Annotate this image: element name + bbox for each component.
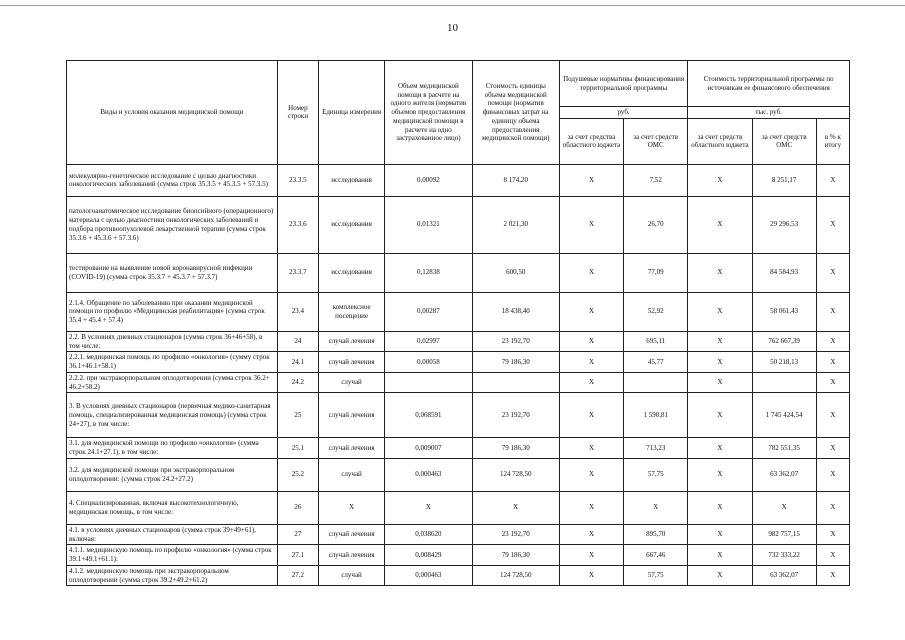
row-unit: исследования — [318, 164, 384, 196]
row-oms: 52,92 — [624, 292, 688, 331]
row-oms: 77,09 — [624, 253, 688, 292]
header-kind: Виды и условия оказания медицинской помощи — [67, 61, 278, 165]
header-per-capita: Подушевые нормативы финансирования территориальной программы — [559, 61, 687, 107]
header-oms: за счет средств ОМС — [624, 118, 688, 164]
row-program-oms: 782 551,35 — [752, 438, 816, 459]
row-name: 4.1. в условиях дневных стационаров (сумма строк 39+49+61), включая: — [67, 524, 278, 545]
row-percent: X — [816, 393, 849, 438]
row-oms: 667,46 — [624, 545, 688, 566]
row-unit: случай — [318, 458, 384, 491]
row-cost — [472, 372, 559, 393]
row-cost: 2 021,30 — [472, 196, 559, 253]
table-row — [67, 491, 850, 524]
table-row — [67, 331, 850, 352]
row-oms: 695,11 — [624, 331, 688, 352]
table-row — [67, 196, 850, 253]
row-program-budget: X — [688, 491, 752, 524]
row-unit: исследования — [318, 253, 384, 292]
table-row — [67, 565, 850, 586]
row-program-oms: 63 362,07 — [752, 565, 816, 586]
row-oms: 713,23 — [624, 438, 688, 459]
row-budget: X — [559, 393, 623, 438]
row-percent: X — [816, 372, 849, 393]
table-row — [67, 352, 850, 373]
table-body — [67, 164, 850, 586]
row-unit: исследования — [318, 196, 384, 253]
row-number: 27 — [277, 524, 318, 545]
row-oms: 26,70 — [624, 196, 688, 253]
row-number: 23.3.7 — [277, 253, 318, 292]
header-cost: Стоимость единицы объема медицинской помощи (норматив финансовых затрат на единицу объема предоставления медицинской помощи) — [472, 61, 559, 165]
header-percent: в % к итогу — [816, 118, 849, 164]
table-row — [67, 253, 850, 292]
row-oms: 895,70 — [624, 524, 688, 545]
row-cost: 79 186,30 — [472, 438, 559, 459]
row-name: тестирование на выявление новой коронавирусной инфекции (COVID-19) (сумма строк 35.3.7 + 45.3.7 + 57.3.7) — [67, 253, 278, 292]
row-program-oms — [752, 372, 816, 393]
row-oms — [624, 372, 688, 393]
row-number: 24.2 — [277, 372, 318, 393]
row-cost: 18 438,40 — [472, 292, 559, 331]
row-name: патологоанатомическое исследование биопсийного (операционного) материала с целью диагностики онкологических заболеваний и подбора противоопухолевой лекарственной терапии (сумма строк 35.3.6 + 45.3.6 + 57.3.6) — [67, 196, 278, 253]
row-percent: X — [816, 164, 849, 196]
row-unit: случай лечения — [318, 524, 384, 545]
row-unit: случай лечения — [318, 438, 384, 459]
row-unit: комплексное посещение — [318, 292, 384, 331]
header-program-cost: Стоимость территориальной программы по источникам ее финансового обеспечения — [688, 61, 850, 107]
row-percent: X — [816, 196, 849, 253]
row-number: 23.3.6 — [277, 196, 318, 253]
row-number: 25.1 — [277, 438, 318, 459]
row-program-oms: 1 745 424,54 — [752, 393, 816, 438]
row-name: 4. Специализированная, включая высокотехнологичную, медицинская помощь, в том числе: — [67, 491, 278, 524]
row-percent: X — [816, 524, 849, 545]
row-program-budget: X — [688, 292, 752, 331]
row-name: 2.1.4. Обращение по заболеванию при оказании медицинской помощи по профилю «Медицинская реабилитация» (сумма строк 35.4 + 45.4 + 57.4) — [67, 292, 278, 331]
top-border-line — [0, 5, 905, 6]
row-number: 24.1 — [277, 352, 318, 373]
page-number: 10 — [447, 22, 458, 34]
table-row — [67, 393, 850, 438]
row-number: 25.2 — [277, 458, 318, 491]
row-cost: 124 728,50 — [472, 458, 559, 491]
header-program-unit: тыс. руб. — [688, 107, 850, 119]
header-budget: за счет средства областного юджета — [559, 118, 623, 164]
table-row — [67, 458, 850, 491]
row-budget: X — [559, 491, 623, 524]
row-volume: 0,02997 — [385, 331, 472, 352]
row-number: 23.4 — [277, 292, 318, 331]
row-program-budget: X — [688, 565, 752, 586]
row-budget: X — [559, 253, 623, 292]
row-number: 27.1 — [277, 545, 318, 566]
row-number: 24 — [277, 331, 318, 352]
row-budget: X — [559, 438, 623, 459]
row-program-oms: 982 757,15 — [752, 524, 816, 545]
row-oms: 57,75 — [624, 458, 688, 491]
row-name: 3.2. для медицинской помощи при экстракорпоральном оплодотворении: (сумма строк 24.2+27.2) — [67, 458, 278, 491]
header-program-oms: за счет средств ОМС — [752, 118, 816, 164]
row-name: молекулярно-генетическое исследование с целью диагностики онкологических заболеваний (сумма строк 35.3.5 + 45.3.5 + 57.3.5) — [67, 164, 278, 196]
row-program-budget: X — [688, 372, 752, 393]
row-name: 4.1.2. медицинскую помощь при экстракорпоральном оплодотворении (сумма строк 39.2+49.2+61.2) — [67, 565, 278, 586]
row-percent: X — [816, 352, 849, 373]
row-program-oms: X — [752, 491, 816, 524]
row-number: 27.2 — [277, 565, 318, 586]
row-cost: 23 192,70 — [472, 524, 559, 545]
row-percent: X — [816, 292, 849, 331]
row-budget: X — [559, 292, 623, 331]
table-row — [67, 524, 850, 545]
row-percent: X — [816, 458, 849, 491]
row-name: 2.2. В условиях дневных стационаров (сумма строк 36+46+58), в том числе: — [67, 331, 278, 352]
table-row — [67, 372, 850, 393]
row-volume — [385, 372, 472, 393]
row-percent: X — [816, 438, 849, 459]
row-program-budget: X — [688, 253, 752, 292]
row-budget: X — [559, 372, 623, 393]
row-program-oms: 58 061,43 — [752, 292, 816, 331]
row-unit: X — [318, 491, 384, 524]
row-cost: 8 174,20 — [472, 164, 559, 196]
row-name: 3.1. для медицинской помощи по профилю «онкология» (сумма строк 24.1+27.1), в том числе: — [67, 438, 278, 459]
row-program-oms: 732 333,22 — [752, 545, 816, 566]
header-volume: Объем медицинской помощи в расчете на одного жителя (норматив объемов предоставления медицинской помощи в расчете на одно застрахованное лицо) — [385, 61, 472, 165]
row-program-budget: X — [688, 164, 752, 196]
row-volume: 0,008429 — [385, 545, 472, 566]
row-volume: 0,009007 — [385, 438, 472, 459]
row-name: 4.1.1. медицинскую помощь по профилю «онкология» (сумма строк 39.1+49.1+61.1): — [67, 545, 278, 566]
row-unit: случай — [318, 565, 384, 586]
row-percent: X — [816, 565, 849, 586]
row-unit: случай — [318, 372, 384, 393]
table-row — [67, 545, 850, 566]
row-oms: 57,75 — [624, 565, 688, 586]
row-program-oms: 29 296,53 — [752, 196, 816, 253]
row-name: 2.2.2. при экстракорпоральном оплодотворении (сумма строк 36.2+ 46.2+58.2) — [67, 372, 278, 393]
row-budget: X — [559, 524, 623, 545]
row-cost: 124 728,50 — [472, 565, 559, 586]
row-cost: X — [472, 491, 559, 524]
row-volume: 0,000463 — [385, 565, 472, 586]
row-percent: X — [816, 331, 849, 352]
row-program-budget: X — [688, 196, 752, 253]
row-unit: случай лечения — [318, 393, 384, 438]
row-name: 2.2.1. медицинская помощь по профилю «онкология» (сумму строк 36.1+46.1+58.1) — [67, 352, 278, 373]
financing-table — [66, 60, 850, 586]
row-oms: 1 590,81 — [624, 393, 688, 438]
row-cost: 23 192,70 — [472, 393, 559, 438]
row-budget: X — [559, 458, 623, 491]
row-percent: X — [816, 491, 849, 524]
table-row — [67, 438, 850, 459]
row-program-oms: 50 218,13 — [752, 352, 816, 373]
row-budget: X — [559, 352, 623, 373]
row-oms: X — [624, 491, 688, 524]
row-cost: 23 192,70 — [472, 331, 559, 352]
row-percent: X — [816, 253, 849, 292]
row-cost: 600,50 — [472, 253, 559, 292]
row-program-budget: X — [688, 545, 752, 566]
row-oms: 45,77 — [624, 352, 688, 373]
header-per-capita-unit: руб. — [559, 107, 687, 119]
row-number: 26 — [277, 491, 318, 524]
row-budget: X — [559, 196, 623, 253]
row-program-oms: 63 362,07 — [752, 458, 816, 491]
header-row-number: Номер строки — [277, 61, 318, 165]
row-volume: X — [385, 491, 472, 524]
header-unit: Единица измерения — [318, 61, 384, 165]
header-program-budget: за счет средств областного юджета — [688, 118, 752, 164]
row-volume: 0,038620 — [385, 524, 472, 545]
row-unit: случай лечения — [318, 331, 384, 352]
row-program-oms: 84 584,93 — [752, 253, 816, 292]
table-row — [67, 292, 850, 331]
row-oms: 7,52 — [624, 164, 688, 196]
row-volume: 0,00092 — [385, 164, 472, 196]
row-program-oms: 762 667,39 — [752, 331, 816, 352]
row-volume: 0,068591 — [385, 393, 472, 438]
row-program-budget: X — [688, 331, 752, 352]
row-unit: случай лечения — [318, 352, 384, 373]
row-program-oms: 8 251,17 — [752, 164, 816, 196]
row-program-budget: X — [688, 524, 752, 545]
row-program-budget: X — [688, 458, 752, 491]
row-volume: 0,000463 — [385, 458, 472, 491]
row-volume: 0,00287 — [385, 292, 472, 331]
row-volume: 0,12838 — [385, 253, 472, 292]
row-number: 23.3.5 — [277, 164, 318, 196]
row-program-budget: X — [688, 352, 752, 373]
table-row — [67, 164, 850, 196]
row-volume: 0,00058 — [385, 352, 472, 373]
row-budget: X — [559, 545, 623, 566]
row-program-budget: X — [688, 438, 752, 459]
row-budget: X — [559, 331, 623, 352]
row-volume: 0,01321 — [385, 196, 472, 253]
row-program-budget: X — [688, 393, 752, 438]
row-unit: случай лечения — [318, 545, 384, 566]
row-percent: X — [816, 545, 849, 566]
row-number: 25 — [277, 393, 318, 438]
row-name: 3. В условиях дневных стационаров (первичная медико-санитарная помощь, специализированная медицинская помощь) (сумма строк 24+27), в том числе: — [67, 393, 278, 438]
row-budget: X — [559, 164, 623, 196]
row-budget: X — [559, 565, 623, 586]
row-cost: 79 186,30 — [472, 545, 559, 566]
row-cost: 79 186,30 — [472, 352, 559, 373]
